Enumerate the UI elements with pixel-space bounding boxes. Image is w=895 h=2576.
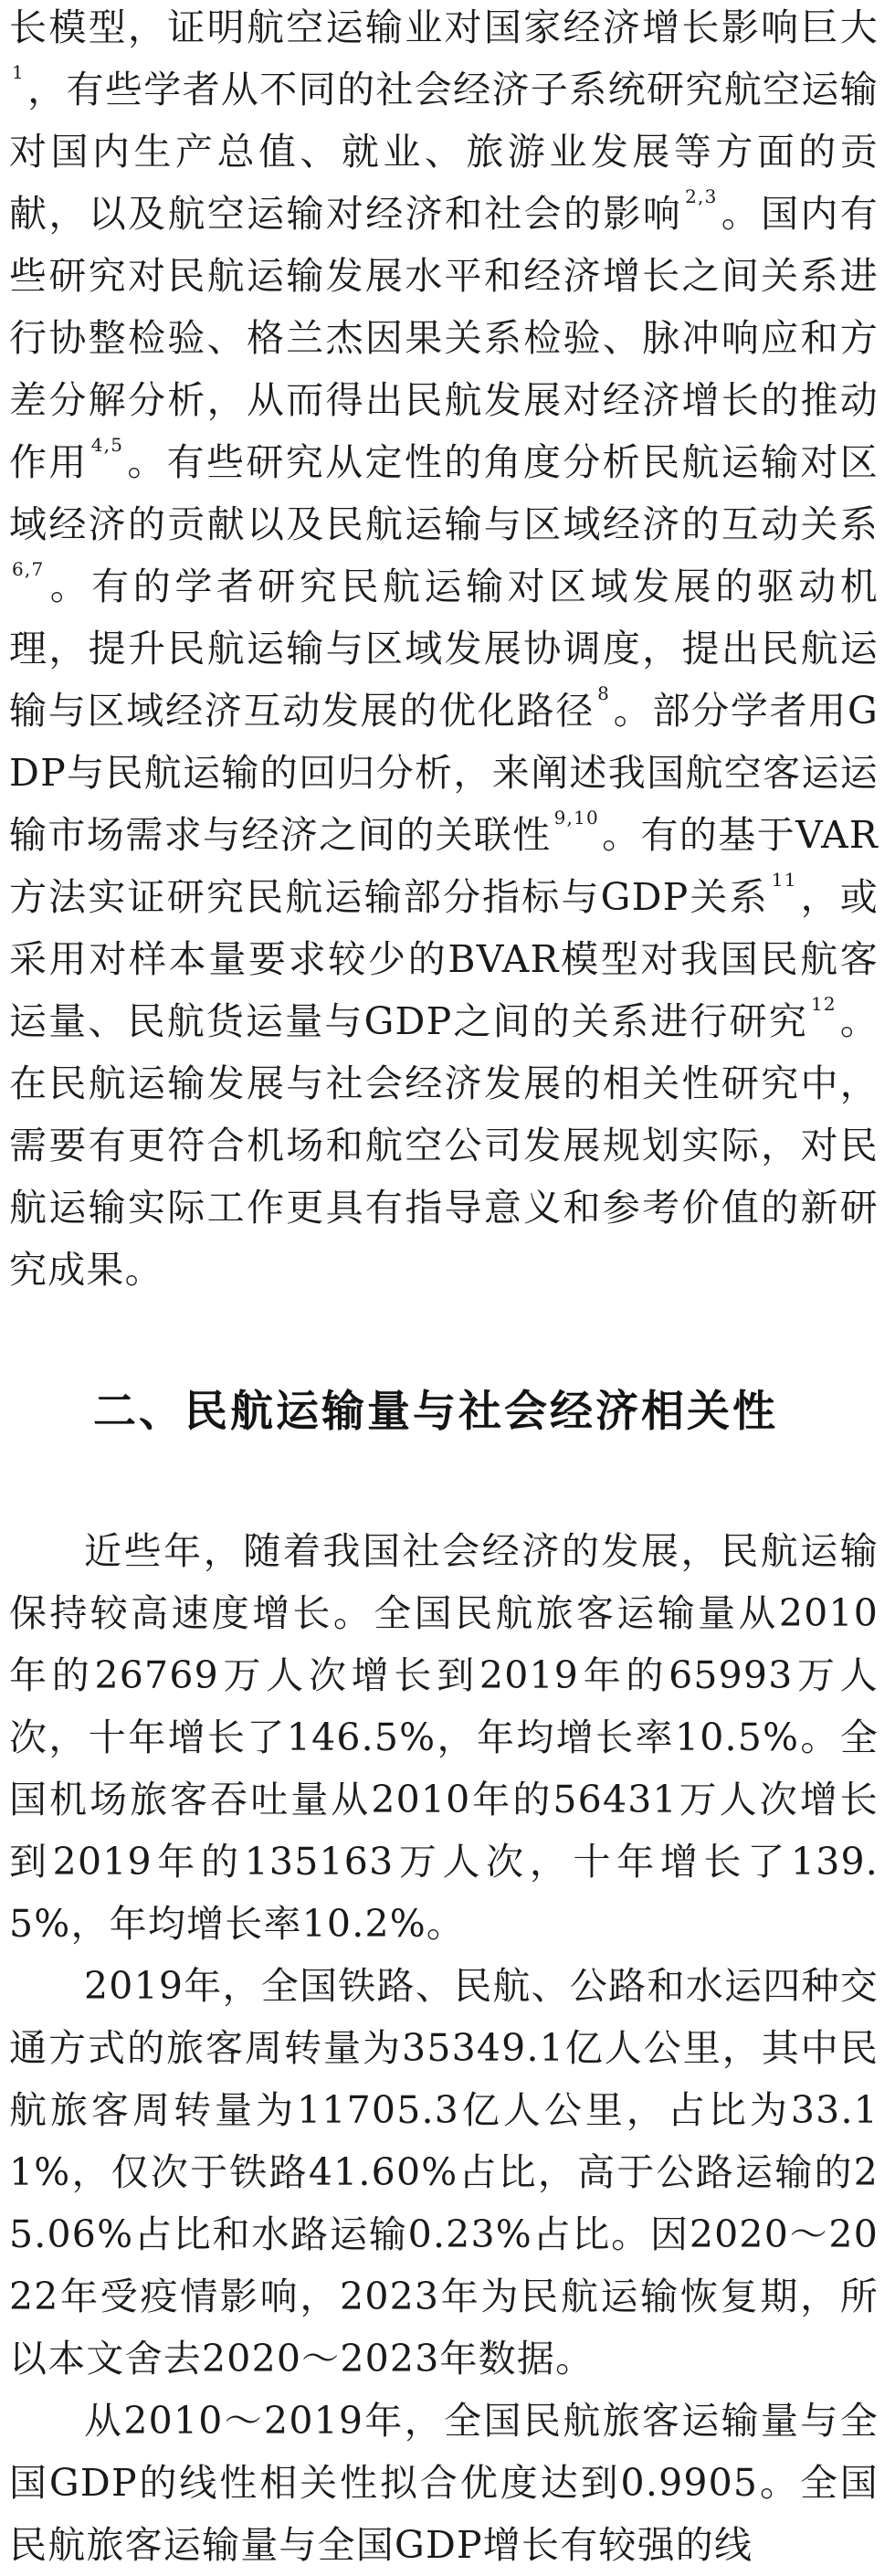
paragraph-text: 长模型，证明航空运输业对国家经济增长影响巨大 [9, 5, 879, 49]
citation-superscript: 9,10 [553, 807, 599, 829]
citation-superscript: 6,7 [12, 558, 45, 580]
paragraph-text: 。国内有些研究对民航运输发展水平和经济增长之间关系进行协整检验、格兰杰因果关系检验、脉冲响应和方差分解分析，从而得出民航发展对经济增长的推动作用 [9, 192, 879, 484]
paragraph-text: 。在民航运输发展与社会经济发展的相关性研究中，需要有更符合机场和航空公司发展规划实际，对民航运输实际工作更具有指导意义和参考价值的新研究成果。 [9, 999, 879, 1292]
section-heading: 二、民航运输量与社会经济相关性 [93, 1387, 778, 1437]
citation-superscript: 2,3 [685, 185, 718, 207]
paragraph-text: ，或采用对样本量要求较少的BVAR模型对我国民航客运量、民航货运量与GDP之间的关系进行研究 [9, 875, 879, 1043]
citation-superscript: 11 [771, 869, 797, 891]
body-paragraph-turnover: 2019年，全国铁路、民航、公路和水运四种交通方式的旅客周转量为35349.1亿人公里，其中民航旅客周转量为11705.3亿人公里，占比为33.11%，仅次于铁路41.60%占比，高于公路运输的25.06%占比和水路运输0.23%占比。因2020～2022年受疫情影响，2023年为民航运输恢复期，所以本文舍去2020～2023年数据。 [9, 1964, 879, 2381]
paragraph-text: 。有的学者研究民航运输对区域发展的驱动机理，提升民航运输与区域发展协调度，提出民航运输与区域经济互动发展的优化路径 [9, 565, 879, 733]
paragraph-text: 。有些研究从定性的角度分析民航运输对区域经济的贡献以及民航运输与区域经济的互动关系 [9, 440, 879, 546]
body-paragraph-correlation: 从2010～2019年，全国民航旅客运输量与全国GDP的线性相关性拟合优度达到0.9905。全国民航旅客运输量与全国GDP增长有较强的线 [9, 2399, 879, 2567]
paragraph-text: 。有的基于VAR方法实证研究民航运输部分指标与GDP关系 [9, 813, 879, 919]
citation-superscript: 8 [597, 682, 611, 704]
citation-superscript: 4,5 [90, 434, 124, 456]
paragraph-text: 。部分学者用GDP与民航运输的回归分析，来阐述我国航空客运运输市场需求与经济之间的关联性 [9, 689, 879, 857]
paragraph-text: ，有些学者从不同的社会经济子系统研究航空运输对国内生产总值、就业、旅游业发展等方面的贡献，以及航空运输对经济和社会的影响 [9, 68, 879, 236]
citation-superscript: 12 [810, 993, 837, 1015]
citation-superscript: 1 [12, 61, 25, 83]
body-paragraph-growth: 近些年，随着我国社会经济的发展，民航运输保持较高速度增长。全国民航旅客运输量从2010年的26769万人次增长到2019年的65993万人次，十年增长了146.5%，年均增长率10.5%。全国机场旅客吞吐量从2010年的56431万人次增长到2019年的135163万人次，十年增长了139.5%，年均增长率10.2%。 [9, 1529, 879, 1946]
